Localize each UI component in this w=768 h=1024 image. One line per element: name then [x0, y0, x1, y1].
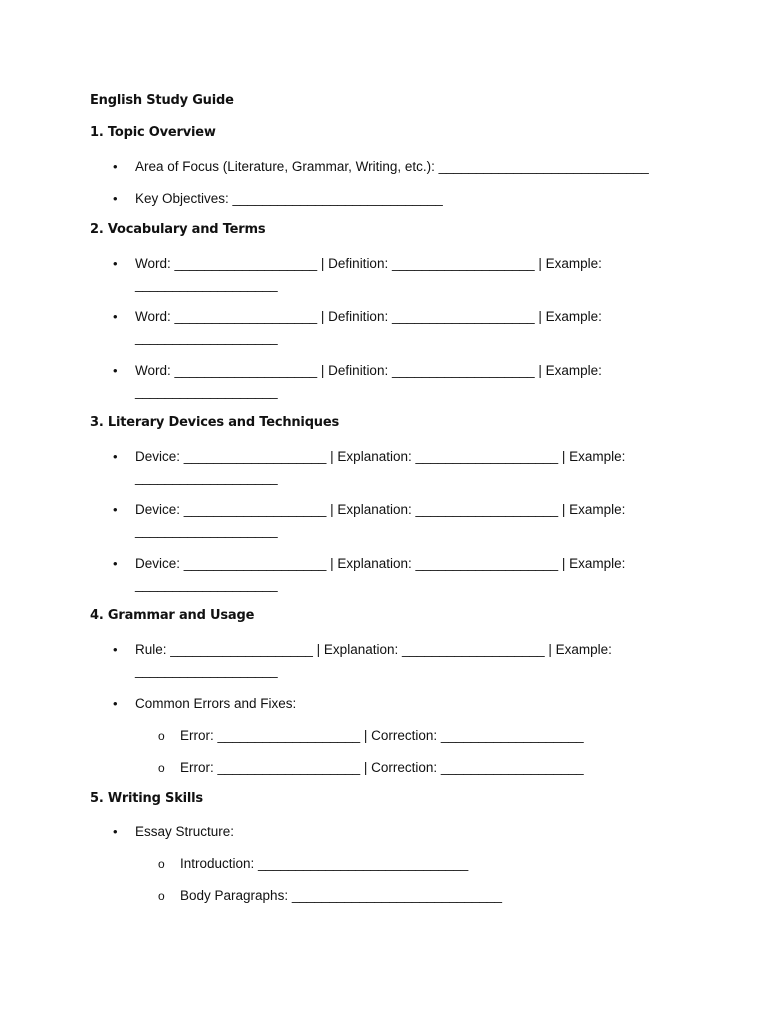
bullet-icon: • [113, 642, 118, 657]
section-heading-literary-devices: 3. Literary Devices and Techniques [90, 415, 340, 430]
bullet-icon: • [113, 159, 118, 174]
section-heading-grammar: 4. Grammar and Usage [90, 608, 255, 623]
vocabulary-row-line2: ___________________ [135, 330, 278, 345]
device-row-line1: Device: ___________________ | Explanation: ___________________ | Example: [135, 502, 626, 517]
device-row-line1: Device: ___________________ | Explanation: ___________________ | Example: [135, 556, 626, 571]
bullet-icon: • [113, 696, 118, 711]
vocabulary-row-line2: ___________________ [135, 277, 278, 292]
device-row-line1: Device: ___________________ | Explanation: ___________________ | Example: [135, 449, 626, 464]
error-correction-row: Error: ___________________ | Correction: ___________________ [180, 728, 584, 743]
bullet-icon: • [113, 556, 118, 571]
bullet-icon: • [113, 502, 118, 517]
sub-bullet-icon: o [158, 889, 165, 903]
sub-bullet-icon: o [158, 857, 165, 871]
sub-bullet-icon: o [158, 729, 165, 743]
bullet-icon: • [113, 824, 118, 839]
sub-bullet-icon: o [158, 761, 165, 775]
vocabulary-row-line1: Word: ___________________ | Definition: ___________________ | Example: [135, 363, 602, 378]
bullet-icon: • [113, 363, 118, 378]
introduction-field: Introduction: ____________________________ [180, 856, 469, 871]
bullet-icon: • [113, 256, 118, 271]
vocabulary-row-line1: Word: ___________________ | Definition: ___________________ | Example: [135, 309, 602, 324]
area-of-focus-field: Area of Focus (Literature, Grammar, Writing, etc.): ____________________________ [135, 159, 649, 174]
bullet-icon: • [113, 191, 118, 206]
document-title: English Study Guide [90, 93, 234, 108]
bullet-icon: • [113, 449, 118, 464]
bullet-icon: • [113, 309, 118, 324]
section-heading-vocabulary: 2. Vocabulary and Terms [90, 222, 266, 237]
vocabulary-row-line1: Word: ___________________ | Definition: ___________________ | Example: [135, 256, 602, 271]
key-objectives-field: Key Objectives: ____________________________ [135, 191, 443, 206]
body-paragraphs-field: Body Paragraphs: ____________________________ [180, 888, 503, 903]
error-correction-row: Error: ___________________ | Correction: ___________________ [180, 760, 584, 775]
essay-structure-label: Essay Structure: [135, 824, 235, 839]
common-errors-label: Common Errors and Fixes: [135, 696, 297, 711]
device-row-line2: ___________________ [135, 523, 278, 538]
rule-row-line1: Rule: ___________________ | Explanation: ___________________ | Example: [135, 642, 612, 657]
device-row-line2: ___________________ [135, 470, 278, 485]
section-heading-topic-overview: 1. Topic Overview [90, 125, 216, 140]
device-row-line2: ___________________ [135, 577, 278, 592]
section-heading-writing: 5. Writing Skills [90, 791, 203, 806]
vocabulary-row-line2: ___________________ [135, 384, 278, 399]
rule-row-line2: ___________________ [135, 663, 278, 678]
